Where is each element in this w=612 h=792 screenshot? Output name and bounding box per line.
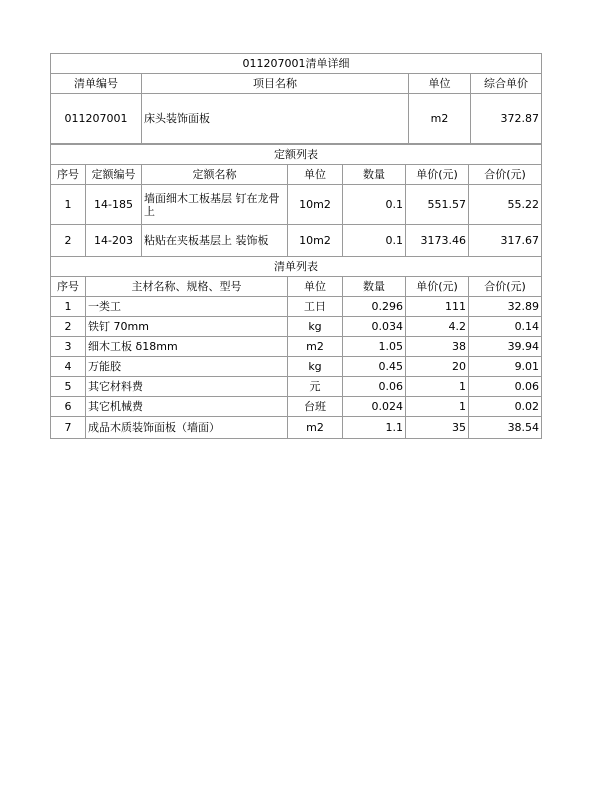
materials-header-qty: 数量	[343, 277, 406, 297]
material-cell-price: 20	[406, 357, 469, 377]
material-cell-name: 铁钉 70mm	[86, 317, 288, 337]
material-cell-total: 9.01	[469, 357, 542, 377]
material-cell-unit: 工日	[288, 297, 343, 317]
quota-header-price: 单价(元)	[406, 165, 469, 185]
materials-header-index: 序号	[51, 277, 86, 297]
table-row	[51, 317, 542, 337]
material-cell-total: 0.14	[469, 317, 542, 337]
material-cell-unit: 元	[288, 377, 343, 397]
material-cell-unit: m2	[288, 337, 343, 357]
material-cell-price: 1	[406, 397, 469, 417]
material-cell-price: 38	[406, 337, 469, 357]
quota-cell-total: 317.67	[469, 225, 542, 257]
material-cell-name: 细木工板 δ18mm	[86, 337, 288, 357]
table-row	[51, 225, 542, 257]
quota-header-index: 序号	[51, 165, 86, 185]
materials-header-price: 单价(元)	[406, 277, 469, 297]
quota-cell-qty: 0.1	[343, 185, 406, 225]
material-cell-unit: 台班	[288, 397, 343, 417]
material-cell-qty: 0.034	[343, 317, 406, 337]
table-row	[51, 377, 542, 397]
table-row	[51, 337, 542, 357]
material-cell-total: 38.54	[469, 417, 542, 439]
table-row	[51, 185, 542, 225]
quota-cell-qty: 0.1	[343, 225, 406, 257]
quota-table	[50, 144, 542, 257]
quota-cell-index: 2	[51, 225, 86, 257]
material-cell-unit: kg	[288, 357, 343, 377]
material-cell-qty: 0.06	[343, 377, 406, 397]
col-header-code: 清单编号	[51, 74, 142, 94]
material-cell-price: 1	[406, 377, 469, 397]
material-cell-price: 111	[406, 297, 469, 317]
bill-name: 床头装饰面板	[142, 94, 409, 144]
material-cell-total: 0.02	[469, 397, 542, 417]
material-cell-qty: 0.45	[343, 357, 406, 377]
bill-price: 372.87	[471, 94, 542, 144]
material-cell-index: 4	[51, 357, 86, 377]
material-cell-unit: m2	[288, 417, 343, 439]
bill-unit: m2	[409, 94, 471, 144]
bill-code: 011207001	[51, 94, 142, 144]
materials-header-total: 合价(元)	[469, 277, 542, 297]
quota-header-code: 定额编号	[86, 165, 142, 185]
quota-title: 定额列表	[51, 145, 542, 165]
materials-table	[50, 256, 542, 439]
quota-header-qty: 数量	[343, 165, 406, 185]
bill-title: 011207001清单详细	[51, 54, 542, 74]
quota-cell-name: 墙面细木工板基层 钉在龙骨上	[142, 185, 288, 225]
quota-cell-unit: 10m2	[288, 185, 343, 225]
quota-cell-index: 1	[51, 185, 86, 225]
material-cell-name: 成品木质装饰面板（墙面）	[86, 417, 288, 439]
material-cell-price: 35	[406, 417, 469, 439]
material-cell-index: 7	[51, 417, 86, 439]
material-cell-total: 0.06	[469, 377, 542, 397]
material-cell-qty: 0.024	[343, 397, 406, 417]
quota-cell-price: 3173.46	[406, 225, 469, 257]
material-cell-price: 4.2	[406, 317, 469, 337]
quota-cell-code: 14-185	[86, 185, 142, 225]
table-row	[51, 397, 542, 417]
table-row	[51, 357, 542, 377]
materials-header-name: 主材名称、规格、型号	[86, 277, 288, 297]
bill-header-table	[50, 53, 542, 144]
material-cell-index: 2	[51, 317, 86, 337]
materials-title: 清单列表	[51, 257, 542, 277]
quota-cell-unit: 10m2	[288, 225, 343, 257]
material-cell-qty: 1.05	[343, 337, 406, 357]
col-header-unit: 单位	[409, 74, 471, 94]
material-cell-total: 32.89	[469, 297, 542, 317]
material-cell-index: 6	[51, 397, 86, 417]
quota-header-unit: 单位	[288, 165, 343, 185]
material-cell-index: 5	[51, 377, 86, 397]
material-cell-index: 3	[51, 337, 86, 357]
table-row	[51, 297, 542, 317]
materials-header-unit: 单位	[288, 277, 343, 297]
material-cell-name: 一类工	[86, 297, 288, 317]
quota-header-name: 定额名称	[142, 165, 288, 185]
quota-header-total: 合价(元)	[469, 165, 542, 185]
table-row	[51, 417, 542, 439]
material-cell-qty: 0.296	[343, 297, 406, 317]
material-cell-total: 39.94	[469, 337, 542, 357]
col-header-price: 综合单价	[471, 74, 542, 94]
quota-cell-price: 551.57	[406, 185, 469, 225]
material-cell-name: 其它材料费	[86, 377, 288, 397]
quota-cell-total: 55.22	[469, 185, 542, 225]
quota-cell-code: 14-203	[86, 225, 142, 257]
material-cell-name: 万能胶	[86, 357, 288, 377]
col-header-name: 项目名称	[142, 74, 409, 94]
material-cell-qty: 1.1	[343, 417, 406, 439]
quota-cell-name: 粘贴在夹板基层上 装饰板	[142, 225, 288, 257]
material-cell-index: 1	[51, 297, 86, 317]
material-cell-name: 其它机械费	[86, 397, 288, 417]
material-cell-unit: kg	[288, 317, 343, 337]
